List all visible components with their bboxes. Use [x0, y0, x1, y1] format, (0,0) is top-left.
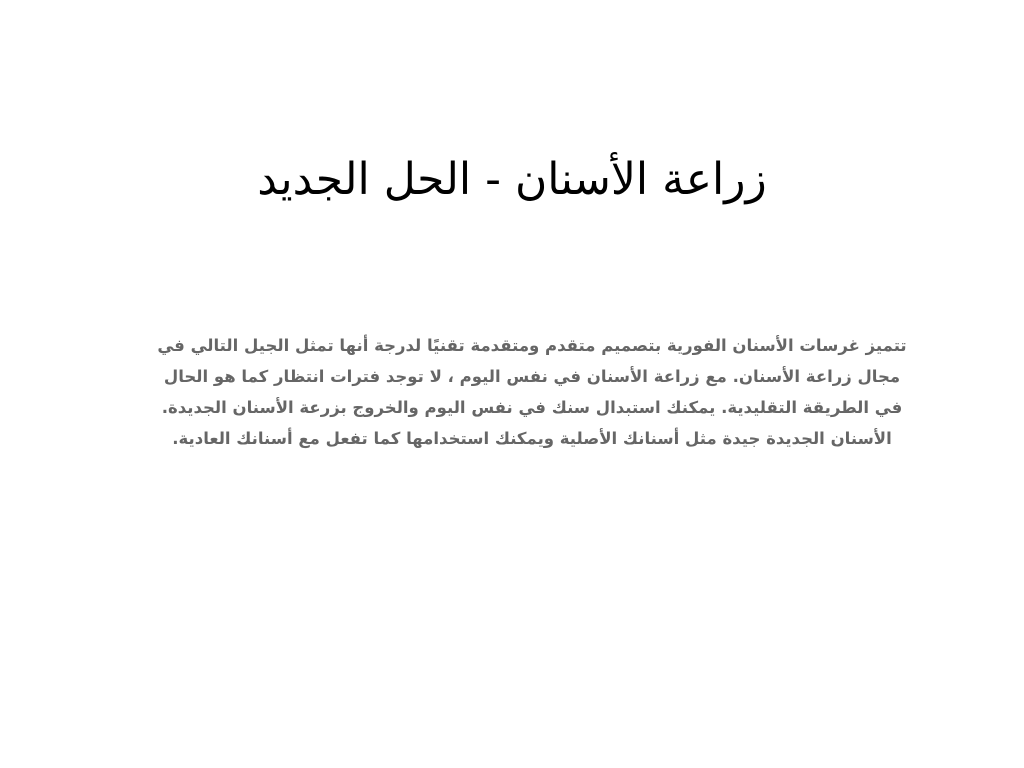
body-line: مجال زراعة الأسنان. مع زراعة الأسنان في نفس اليوم ، لا توجد فترات انتظار كما هو الحال: [163, 367, 901, 386]
slide-title: زراعة الأسنان - الحل الجديد: [257, 154, 767, 205]
body-line: الأسنان الجديدة جيدة مثل أسنانك الأصلية ويمكنك استخدامها كما تفعل مع أسنانك العادية.: [172, 429, 892, 448]
slide-body-text: [112, 330, 952, 454]
body-line: في الطريقة التقليدية. يمكنك استبدال سنك في نفس اليوم والخروج بزرعة الأسنان الجديدة.: [161, 398, 903, 417]
body-line: تتميز غرسات الأسنان الفورية بتصميم متقدم ومتقدمة تقنيًا لدرجة أنها تمثل الجيل التالي في: [157, 336, 907, 355]
